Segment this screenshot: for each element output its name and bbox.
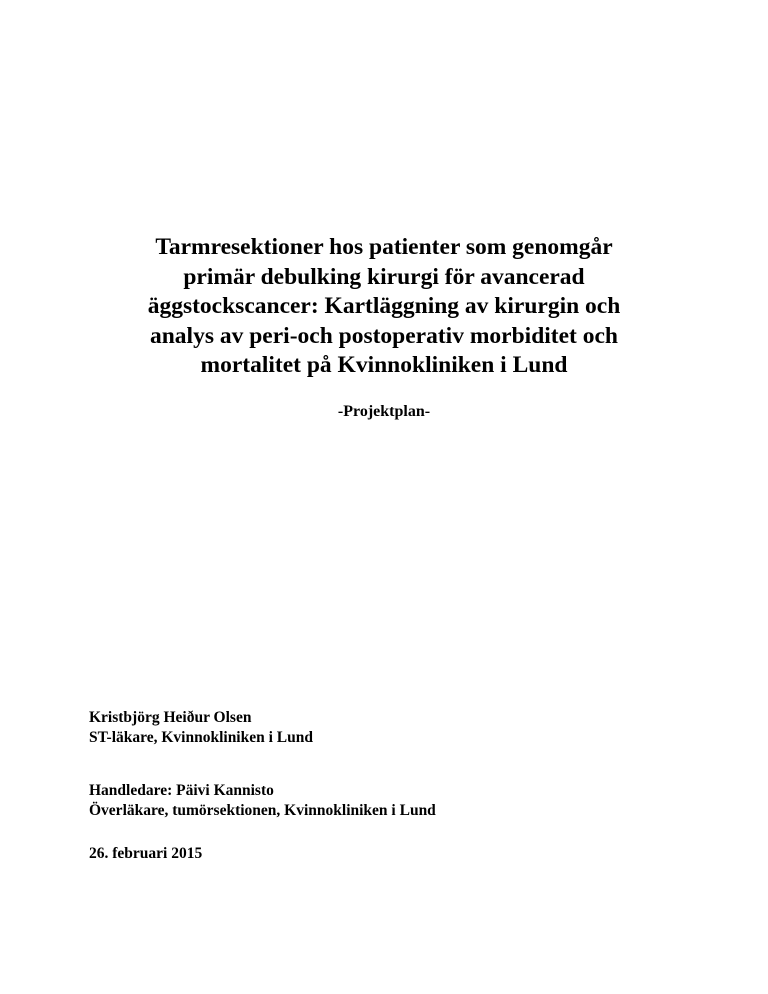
title-line: Tarmresektioner hos patienter som genomgår xyxy=(155,234,613,260)
title-line: analys av peri-och postoperativ morbiditet och xyxy=(149,322,618,349)
author-role: ST-läkare, Kvinnokliniken i Lund xyxy=(89,729,313,746)
title-line: mortalitet på Kvinnokliniken i Lund xyxy=(200,352,568,378)
title-line: äggstockscancer: Kartläggning av kirurgin och xyxy=(147,293,621,319)
supervisor-role: Överläkare, tumörsektionen, Kvinnokliniken i Lund xyxy=(89,802,436,819)
author-block xyxy=(89,708,313,748)
title-line: primär debulking kirurgi för avancerad xyxy=(183,263,585,290)
document-subtitle: -Projektplan- xyxy=(337,403,431,420)
document-date: 26. februari 2015 xyxy=(89,845,203,862)
supervisor-name: Handledare: Päivi Kannisto xyxy=(89,782,274,799)
author-name: Kristbjörg Heiður Olsen xyxy=(89,709,252,726)
supervisor-block xyxy=(89,781,436,821)
document-title xyxy=(60,233,708,381)
